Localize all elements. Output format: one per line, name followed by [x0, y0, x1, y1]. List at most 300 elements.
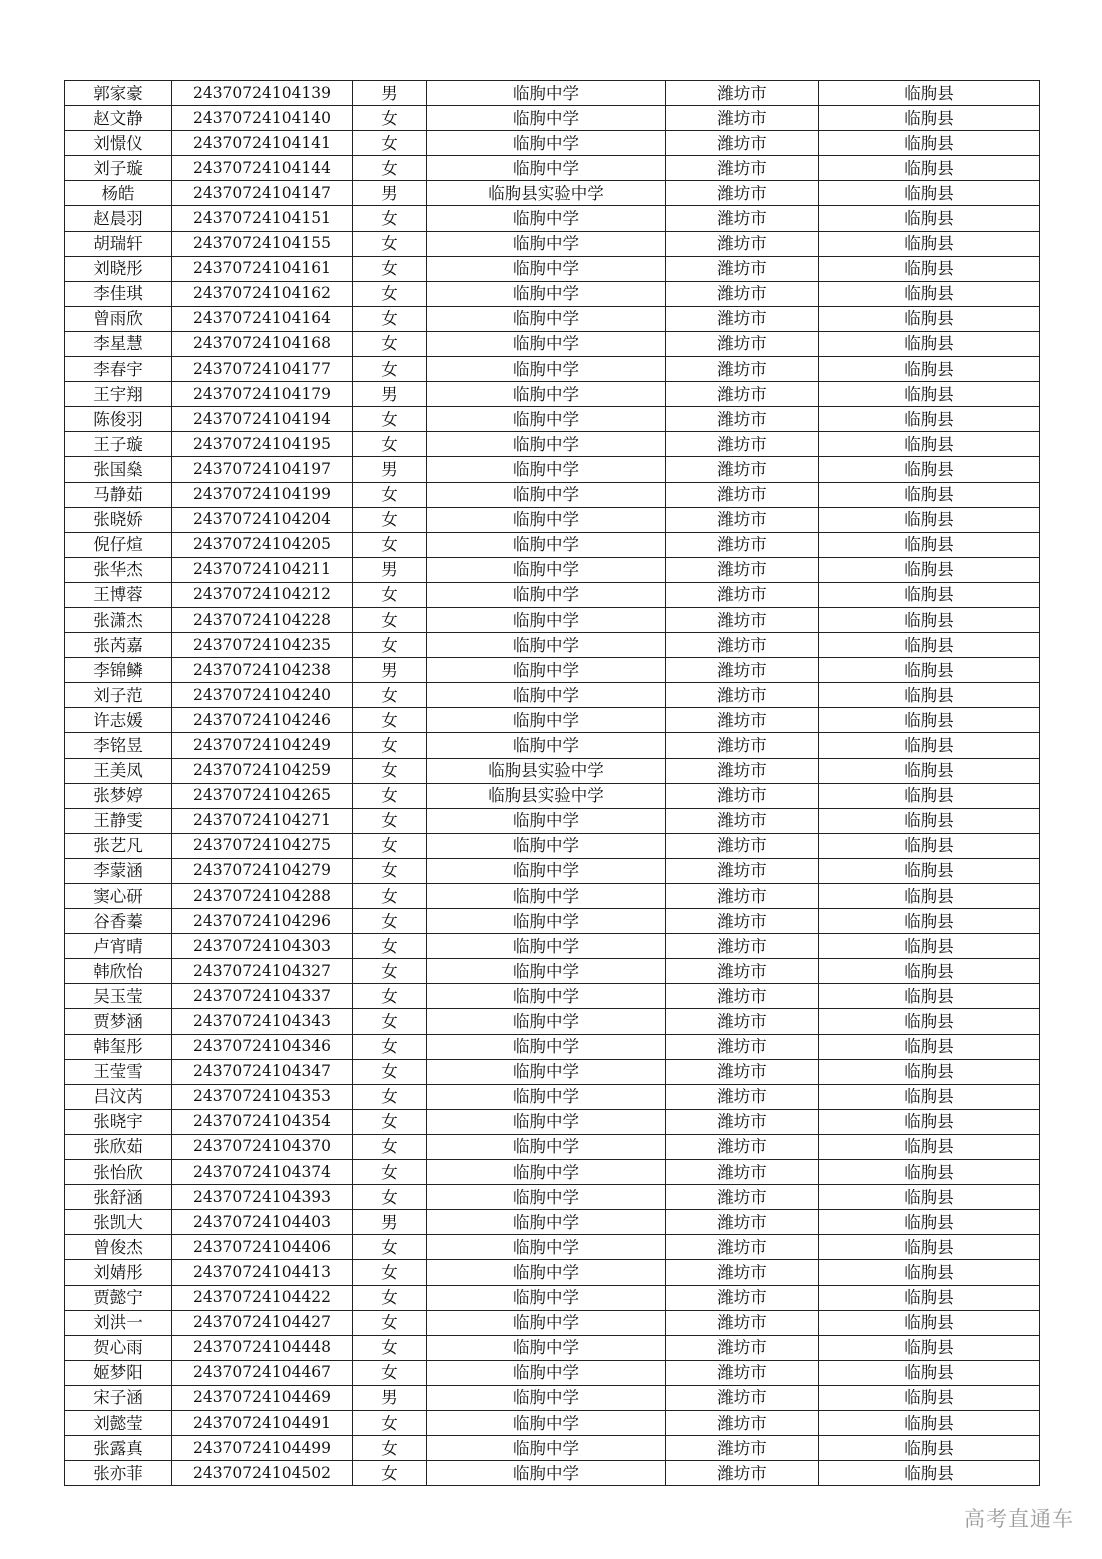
- school-cell: 临朐中学: [427, 1260, 666, 1285]
- table-row: [65, 106, 1040, 131]
- school-cell: 临朐中学: [427, 256, 666, 281]
- school-cell: 临朐中学: [427, 1034, 666, 1059]
- school-cell: 临朐中学: [427, 909, 666, 934]
- school-cell: 临朐中学: [427, 357, 666, 382]
- name-cell: 曾俊杰: [65, 1235, 172, 1260]
- school-cell: 临朐中学: [427, 1310, 666, 1335]
- table-row: [65, 407, 1040, 432]
- school-cell: 临朐县实验中学: [427, 758, 666, 783]
- table-row: [65, 658, 1040, 683]
- city-cell: 潍坊市: [666, 382, 819, 407]
- county-cell: 临朐县: [819, 808, 1040, 833]
- county-cell: 临朐县: [819, 206, 1040, 231]
- county-cell: 临朐县: [819, 758, 1040, 783]
- gender-cell: 女: [353, 507, 427, 532]
- city-cell: 潍坊市: [666, 1410, 819, 1435]
- table-row: [65, 1134, 1040, 1159]
- table-row: [65, 884, 1040, 909]
- table-row: [65, 783, 1040, 808]
- city-cell: 潍坊市: [666, 833, 819, 858]
- gender-cell: 女: [353, 306, 427, 331]
- name-cell: 谷香蓁: [65, 909, 172, 934]
- school-cell: 临朐中学: [427, 281, 666, 306]
- exam-id-cell: 24370724104279: [172, 858, 353, 883]
- city-cell: 潍坊市: [666, 1260, 819, 1285]
- gender-cell: 男: [353, 557, 427, 582]
- city-cell: 潍坊市: [666, 181, 819, 206]
- school-cell: 临朐中学: [427, 331, 666, 356]
- school-cell: 临朐中学: [427, 1134, 666, 1159]
- table-row: [65, 1260, 1040, 1285]
- county-cell: 临朐县: [819, 181, 1040, 206]
- school-cell: 临朐中学: [427, 106, 666, 131]
- gender-cell: 男: [353, 1385, 427, 1410]
- name-cell: 贺心雨: [65, 1335, 172, 1360]
- exam-id-cell: 24370724104271: [172, 808, 353, 833]
- school-cell: 临朐中学: [427, 1109, 666, 1134]
- county-cell: 临朐县: [819, 959, 1040, 984]
- name-cell: 张梦婷: [65, 783, 172, 808]
- county-cell: 临朐县: [819, 783, 1040, 808]
- city-cell: 潍坊市: [666, 984, 819, 1009]
- school-cell: 临朐中学: [427, 457, 666, 482]
- city-cell: 潍坊市: [666, 407, 819, 432]
- school-cell: 临朐中学: [427, 833, 666, 858]
- city-cell: 潍坊市: [666, 281, 819, 306]
- county-cell: 临朐县: [819, 81, 1040, 106]
- school-cell: 临朐中学: [427, 231, 666, 256]
- county-cell: 临朐县: [819, 432, 1040, 457]
- name-cell: 刘憬仪: [65, 131, 172, 156]
- school-cell: 临朐中学: [427, 1160, 666, 1185]
- county-cell: 临朐县: [819, 1461, 1040, 1486]
- school-cell: 临朐中学: [427, 507, 666, 532]
- school-cell: 临朐中学: [427, 532, 666, 557]
- table-row: [65, 1160, 1040, 1185]
- city-cell: 潍坊市: [666, 156, 819, 181]
- name-cell: 吕汶芮: [65, 1084, 172, 1109]
- gender-cell: 女: [353, 783, 427, 808]
- exam-id-cell: 24370724104393: [172, 1185, 353, 1210]
- name-cell: 窦心研: [65, 884, 172, 909]
- table-row: [65, 1310, 1040, 1335]
- gender-cell: 女: [353, 1410, 427, 1435]
- name-cell: 马静茹: [65, 482, 172, 507]
- table-row: [65, 1034, 1040, 1059]
- city-cell: 潍坊市: [666, 658, 819, 683]
- table-row: [65, 382, 1040, 407]
- gender-cell: 女: [353, 607, 427, 632]
- gender-cell: 女: [353, 1285, 427, 1310]
- county-cell: 临朐县: [819, 1210, 1040, 1235]
- name-cell: 张亦菲: [65, 1461, 172, 1486]
- name-cell: 李春宇: [65, 357, 172, 382]
- name-cell: 许志媛: [65, 708, 172, 733]
- table-row: [65, 833, 1040, 858]
- city-cell: 潍坊市: [666, 81, 819, 106]
- city-cell: 潍坊市: [666, 1059, 819, 1084]
- gender-cell: 女: [353, 858, 427, 883]
- table-row: [65, 758, 1040, 783]
- gender-cell: 女: [353, 407, 427, 432]
- exam-id-cell: 24370724104337: [172, 984, 353, 1009]
- county-cell: 临朐县: [819, 281, 1040, 306]
- gender-cell: 女: [353, 1134, 427, 1159]
- table-row: [65, 507, 1040, 532]
- table-row: [65, 1285, 1040, 1310]
- city-cell: 潍坊市: [666, 808, 819, 833]
- table-row: [65, 181, 1040, 206]
- name-cell: 张晓宇: [65, 1109, 172, 1134]
- school-cell: 临朐中学: [427, 884, 666, 909]
- exam-id-cell: 24370724104194: [172, 407, 353, 432]
- table-row: [65, 457, 1040, 482]
- gender-cell: 男: [353, 658, 427, 683]
- county-cell: 临朐县: [819, 733, 1040, 758]
- gender-cell: 男: [353, 81, 427, 106]
- city-cell: 潍坊市: [666, 482, 819, 507]
- gender-cell: 女: [353, 1360, 427, 1385]
- gender-cell: 女: [353, 833, 427, 858]
- table-row: [65, 482, 1040, 507]
- city-cell: 潍坊市: [666, 607, 819, 632]
- gender-cell: 女: [353, 1260, 427, 1285]
- school-cell: 临朐中学: [427, 557, 666, 582]
- name-cell: 贾梦涵: [65, 1009, 172, 1034]
- county-cell: 临朐县: [819, 106, 1040, 131]
- name-cell: 张凯大: [65, 1210, 172, 1235]
- city-cell: 潍坊市: [666, 1034, 819, 1059]
- city-cell: 潍坊市: [666, 131, 819, 156]
- table-row: [65, 1084, 1040, 1109]
- gender-cell: 女: [353, 1109, 427, 1134]
- name-cell: 姬梦阳: [65, 1360, 172, 1385]
- county-cell: 临朐县: [819, 934, 1040, 959]
- school-cell: 临朐中学: [427, 858, 666, 883]
- school-cell: 临朐中学: [427, 432, 666, 457]
- city-cell: 潍坊市: [666, 1235, 819, 1260]
- exam-id-cell: 24370724104327: [172, 959, 353, 984]
- name-cell: 张露真: [65, 1436, 172, 1461]
- gender-cell: 女: [353, 808, 427, 833]
- gender-cell: 男: [353, 1210, 427, 1235]
- name-cell: 陈俊羽: [65, 407, 172, 432]
- exam-id-cell: 24370724104406: [172, 1235, 353, 1260]
- city-cell: 潍坊市: [666, 758, 819, 783]
- county-cell: 临朐县: [819, 658, 1040, 683]
- table-row: [65, 1235, 1040, 1260]
- city-cell: 潍坊市: [666, 256, 819, 281]
- gender-cell: 男: [353, 457, 427, 482]
- city-cell: 潍坊市: [666, 1335, 819, 1360]
- name-cell: 赵文静: [65, 106, 172, 131]
- city-cell: 潍坊市: [666, 231, 819, 256]
- name-cell: 张怡欣: [65, 1160, 172, 1185]
- city-cell: 潍坊市: [666, 1160, 819, 1185]
- gender-cell: 女: [353, 106, 427, 131]
- name-cell: 刘晓彤: [65, 256, 172, 281]
- county-cell: 临朐县: [819, 1385, 1040, 1410]
- gender-cell: 女: [353, 758, 427, 783]
- name-cell: 李铭昱: [65, 733, 172, 758]
- table-row: [65, 858, 1040, 883]
- table-row: [65, 909, 1040, 934]
- table-row: [65, 582, 1040, 607]
- gender-cell: 女: [353, 909, 427, 934]
- table-row: [65, 1059, 1040, 1084]
- table-row: [65, 1461, 1040, 1486]
- name-cell: 李锦鳞: [65, 658, 172, 683]
- table-row: [65, 984, 1040, 1009]
- exam-id-cell: 24370724104469: [172, 1385, 353, 1410]
- city-cell: 潍坊市: [666, 683, 819, 708]
- table-row: [65, 1009, 1040, 1034]
- name-cell: 郭家豪: [65, 81, 172, 106]
- county-cell: 临朐县: [819, 1260, 1040, 1285]
- school-cell: 临朐中学: [427, 808, 666, 833]
- city-cell: 潍坊市: [666, 884, 819, 909]
- school-cell: 临朐中学: [427, 934, 666, 959]
- county-cell: 临朐县: [819, 984, 1040, 1009]
- county-cell: 临朐县: [819, 909, 1040, 934]
- city-cell: 潍坊市: [666, 1310, 819, 1335]
- exam-id-cell: 24370724104296: [172, 909, 353, 934]
- school-cell: 临朐中学: [427, 131, 666, 156]
- table-row: [65, 432, 1040, 457]
- exam-id-cell: 24370724104164: [172, 306, 353, 331]
- school-cell: 临朐中学: [427, 1185, 666, 1210]
- county-cell: 临朐县: [819, 858, 1040, 883]
- gender-cell: 女: [353, 1084, 427, 1109]
- county-cell: 临朐县: [819, 884, 1040, 909]
- gender-cell: 女: [353, 357, 427, 382]
- table-row: [65, 708, 1040, 733]
- table-row: [65, 1436, 1040, 1461]
- exam-id-cell: 24370724104235: [172, 633, 353, 658]
- city-cell: 潍坊市: [666, 206, 819, 231]
- county-cell: 临朐县: [819, 1335, 1040, 1360]
- name-cell: 吴玉莹: [65, 984, 172, 1009]
- county-cell: 临朐县: [819, 708, 1040, 733]
- gender-cell: 女: [353, 532, 427, 557]
- gender-cell: 男: [353, 181, 427, 206]
- exam-id-cell: 24370724104491: [172, 1410, 353, 1435]
- county-cell: 临朐县: [819, 1160, 1040, 1185]
- name-cell: 王莹雪: [65, 1059, 172, 1084]
- gender-cell: 女: [353, 432, 427, 457]
- county-cell: 临朐县: [819, 1436, 1040, 1461]
- exam-id-cell: 24370724104211: [172, 557, 353, 582]
- name-cell: 倪仔煊: [65, 532, 172, 557]
- county-cell: 临朐县: [819, 1360, 1040, 1385]
- table-row: [65, 1335, 1040, 1360]
- table-row: [65, 206, 1040, 231]
- gender-cell: 女: [353, 708, 427, 733]
- city-cell: 潍坊市: [666, 909, 819, 934]
- exam-id-cell: 24370724104195: [172, 432, 353, 457]
- exam-id-cell: 24370724104140: [172, 106, 353, 131]
- name-cell: 刘婧彤: [65, 1260, 172, 1285]
- county-cell: 临朐县: [819, 1059, 1040, 1084]
- city-cell: 潍坊市: [666, 934, 819, 959]
- name-cell: 曾雨欣: [65, 306, 172, 331]
- city-cell: 潍坊市: [666, 1210, 819, 1235]
- school-cell: 临朐中学: [427, 306, 666, 331]
- name-cell: 王宇翔: [65, 382, 172, 407]
- school-cell: 临朐中学: [427, 407, 666, 432]
- name-cell: 张华杰: [65, 557, 172, 582]
- name-cell: 张欣茹: [65, 1134, 172, 1159]
- exam-id-cell: 24370724104259: [172, 758, 353, 783]
- exam-id-cell: 24370724104238: [172, 658, 353, 683]
- gender-cell: 女: [353, 733, 427, 758]
- school-cell: 临朐中学: [427, 1335, 666, 1360]
- table-row: [65, 357, 1040, 382]
- exam-id-cell: 24370724104265: [172, 783, 353, 808]
- table-row: [65, 1385, 1040, 1410]
- exam-id-cell: 24370724104179: [172, 382, 353, 407]
- county-cell: 临朐县: [819, 607, 1040, 632]
- table-row: [65, 808, 1040, 833]
- school-cell: 临朐中学: [427, 1461, 666, 1486]
- county-cell: 临朐县: [819, 156, 1040, 181]
- name-cell: 张潇杰: [65, 607, 172, 632]
- table-row: [65, 934, 1040, 959]
- table-row: [65, 1210, 1040, 1235]
- exam-id-cell: 24370724104199: [172, 482, 353, 507]
- school-cell: 临朐中学: [427, 156, 666, 181]
- exam-id-cell: 24370724104204: [172, 507, 353, 532]
- table-row: [65, 607, 1040, 632]
- city-cell: 潍坊市: [666, 457, 819, 482]
- city-cell: 潍坊市: [666, 557, 819, 582]
- county-cell: 临朐县: [819, 131, 1040, 156]
- exam-id-cell: 24370724104240: [172, 683, 353, 708]
- gender-cell: 女: [353, 231, 427, 256]
- county-cell: 临朐县: [819, 256, 1040, 281]
- school-cell: 临朐中学: [427, 683, 666, 708]
- county-cell: 临朐县: [819, 1410, 1040, 1435]
- county-cell: 临朐县: [819, 532, 1040, 557]
- table-row: [65, 1410, 1040, 1435]
- table-row: [65, 683, 1040, 708]
- gender-cell: 女: [353, 683, 427, 708]
- exam-id-cell: 24370724104141: [172, 131, 353, 156]
- gender-cell: 女: [353, 1059, 427, 1084]
- gender-cell: 女: [353, 984, 427, 1009]
- exam-id-cell: 24370724104275: [172, 833, 353, 858]
- table-row: [65, 331, 1040, 356]
- exam-id-cell: 24370724104151: [172, 206, 353, 231]
- school-cell: 临朐中学: [427, 1059, 666, 1084]
- school-cell: 临朐中学: [427, 959, 666, 984]
- city-cell: 潍坊市: [666, 858, 819, 883]
- exam-id-cell: 24370724104502: [172, 1461, 353, 1486]
- gender-cell: 女: [353, 1310, 427, 1335]
- watermark-text: 高考直通车: [964, 1507, 1074, 1531]
- school-cell: 临朐中学: [427, 607, 666, 632]
- name-cell: 刘洪一: [65, 1310, 172, 1335]
- name-cell: 王子璇: [65, 432, 172, 457]
- school-cell: 临朐中学: [427, 1210, 666, 1235]
- name-cell: 王美凤: [65, 758, 172, 783]
- gender-cell: 女: [353, 1235, 427, 1260]
- table-row: [65, 81, 1040, 106]
- city-cell: 潍坊市: [666, 959, 819, 984]
- county-cell: 临朐县: [819, 1134, 1040, 1159]
- city-cell: 潍坊市: [666, 1009, 819, 1034]
- table-row: [65, 1360, 1040, 1385]
- table-row: [65, 231, 1040, 256]
- school-cell: 临朐中学: [427, 658, 666, 683]
- county-cell: 临朐县: [819, 1109, 1040, 1134]
- table-row: [65, 131, 1040, 156]
- county-cell: 临朐县: [819, 482, 1040, 507]
- exam-id-cell: 24370724104467: [172, 1360, 353, 1385]
- exam-id-cell: 24370724104303: [172, 934, 353, 959]
- name-cell: 杨皓: [65, 181, 172, 206]
- exam-id-cell: 24370724104347: [172, 1059, 353, 1084]
- name-cell: 张国燊: [65, 457, 172, 482]
- exam-id-cell: 24370724104162: [172, 281, 353, 306]
- gender-cell: 女: [353, 156, 427, 181]
- city-cell: 潍坊市: [666, 432, 819, 457]
- county-cell: 临朐县: [819, 1009, 1040, 1034]
- roster-body: [65, 81, 1040, 1486]
- exam-id-cell: 24370724104403: [172, 1210, 353, 1235]
- county-cell: 临朐县: [819, 1084, 1040, 1109]
- exam-id-cell: 24370724104144: [172, 156, 353, 181]
- gender-cell: 女: [353, 633, 427, 658]
- gender-cell: 女: [353, 1335, 427, 1360]
- city-cell: 潍坊市: [666, 1109, 819, 1134]
- city-cell: 潍坊市: [666, 1185, 819, 1210]
- table-row: [65, 557, 1040, 582]
- school-cell: 临朐中学: [427, 1285, 666, 1310]
- name-cell: 王博蓉: [65, 582, 172, 607]
- school-cell: 临朐中学: [427, 633, 666, 658]
- exam-id-cell: 24370724104413: [172, 1260, 353, 1285]
- school-cell: 临朐中学: [427, 1009, 666, 1034]
- gender-cell: 女: [353, 206, 427, 231]
- gender-cell: 女: [353, 884, 427, 909]
- county-cell: 临朐县: [819, 306, 1040, 331]
- table-row: [65, 281, 1040, 306]
- name-cell: 贾懿宁: [65, 1285, 172, 1310]
- county-cell: 临朐县: [819, 407, 1040, 432]
- city-cell: 潍坊市: [666, 1461, 819, 1486]
- school-cell: 临朐中学: [427, 1084, 666, 1109]
- city-cell: 潍坊市: [666, 708, 819, 733]
- exam-id-cell: 24370724104343: [172, 1009, 353, 1034]
- city-cell: 潍坊市: [666, 733, 819, 758]
- name-cell: 王静雯: [65, 808, 172, 833]
- exam-id-cell: 24370724104346: [172, 1034, 353, 1059]
- gender-cell: 女: [353, 582, 427, 607]
- city-cell: 潍坊市: [666, 1285, 819, 1310]
- city-cell: 潍坊市: [666, 1134, 819, 1159]
- county-cell: 临朐县: [819, 1034, 1040, 1059]
- exam-id-cell: 24370724104168: [172, 331, 353, 356]
- gender-cell: 女: [353, 934, 427, 959]
- gender-cell: 女: [353, 959, 427, 984]
- table-row: [65, 959, 1040, 984]
- name-cell: 刘子范: [65, 683, 172, 708]
- county-cell: 临朐县: [819, 382, 1040, 407]
- gender-cell: 女: [353, 1461, 427, 1486]
- school-cell: 临朐中学: [427, 206, 666, 231]
- school-cell: 临朐中学: [427, 1385, 666, 1410]
